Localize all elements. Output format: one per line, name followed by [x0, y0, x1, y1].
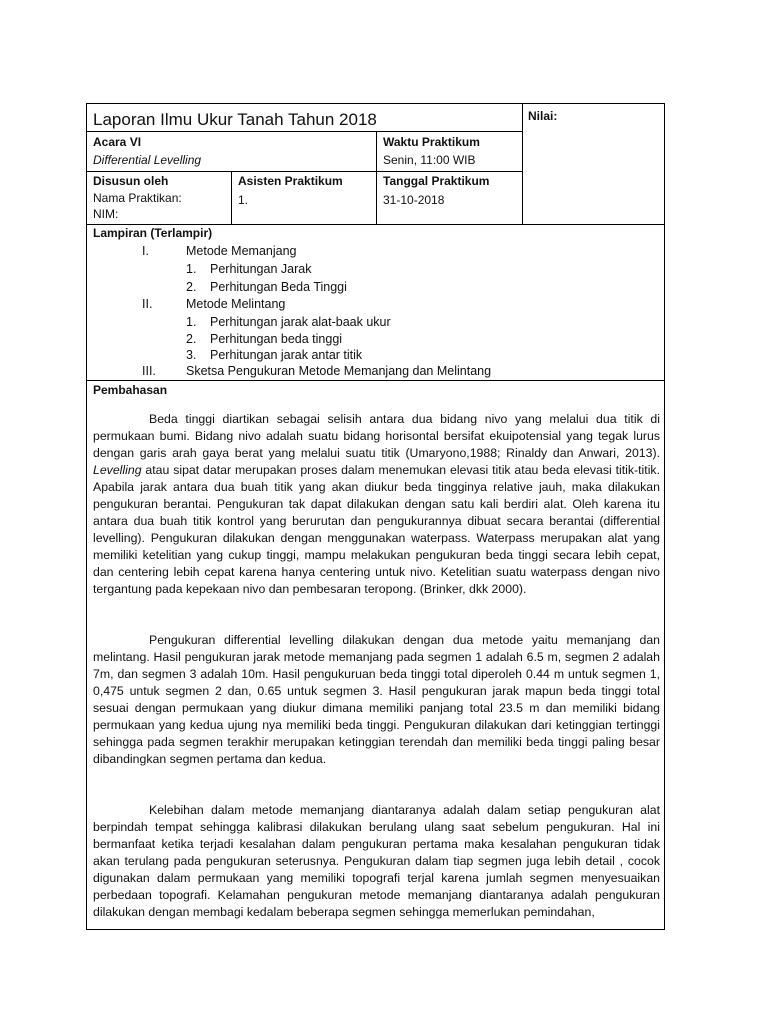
nilai-label: Nilai:: [528, 109, 558, 123]
list-item: Perhitungan Beda Tinggi: [210, 280, 347, 294]
list-item: Metode Memanjang: [186, 244, 297, 258]
divider-pembahasan: [87, 380, 664, 381]
divider-lampiran: [87, 224, 664, 225]
list-item: Perhitungan jarak alat-baak ukur: [210, 315, 391, 329]
tanggal-value: 31-10-2018: [383, 193, 445, 207]
waktu-label: Waktu Praktikum: [383, 135, 480, 149]
nama-praktikan: Nama Praktikan:: [93, 191, 182, 205]
list-item: Perhitungan Jarak: [210, 262, 312, 276]
disusun-label: Disusun oleh: [93, 174, 169, 188]
paragraph-2: Pengukuran differential levelling dilakukan dengan dua metode yaitu memanjang dan melintang. Hasil pengukuran jarak metode memanjang pada segmen 1 adalah 6.5 m, segmen 2 adalah 7m, dan segmen 3 adalah 10m. Hasil pengukuruan beda tinggi total diperoleh 0.44 m untuk segmen 1, 0,475 untuk segmen 2 dan, 0.65 untuk segmen 3. Hasil pengukuran jarak mapun beda tinggi total sesuai dengan permukaan yang diukur dimana memiliki panjang total 23.5 m dan memiliki bidang permukaan yang kedua ujung nya memiliki beda tinggi. Pengukuran dilakukan dari ketinggian tertinggi sehingga pada segmen terakhir merupakan ketinggian terendah dan memiliki beda tinggi paling besar dibandingkan segmen pertama dan kedua.: [93, 633, 660, 766]
asisten-label: Asisten Praktikum: [238, 174, 343, 188]
divider-nilai: [522, 104, 523, 224]
report-sheet: [86, 103, 665, 930]
list-item: 1.: [186, 262, 197, 276]
nim-label: NIM:: [93, 207, 119, 221]
lampiran-label: Lampiran (Terlampir): [93, 226, 213, 240]
list-item: Metode Melintang: [186, 297, 286, 311]
paragraph-3: Kelebihan dalam metode memanjang diantaranya adalah dalam setiap pengukuran alat berpindah tempat sehingga kalibrasi dilakukan berulang ulang saat sebelum pengukuran. Hal ini bermanfaat ketika terjadi kesalahan dalam pengukuran pertama maka kesalahan pengukuran tidak akan terulang pada pengukuran seterusnya. Pengukuran dalam tiap segmen juga lebih detail , cocok digunakan dalam permukaan yang memiliki topografi terjal karena jumlah segmen menyesuaikan perbedaan topografi. Kelamahan pengukuran metode memanjang diantaranya adalah pengukuran dilakukan dengan membagi kedalam beberapa segmen sehingga memerlukan pemindahan,: [93, 803, 660, 919]
report-title: Laporan Ilmu Ukur Tanah Tahun 2018: [93, 110, 377, 129]
divider-waktu: [376, 131, 377, 224]
acara-value: Differential Levelling: [93, 153, 202, 167]
list-item: 2.: [186, 280, 197, 294]
divider-title: [87, 131, 522, 132]
list-item: 3.: [186, 348, 197, 362]
divider-acara: [87, 171, 522, 172]
divider-asisten: [231, 171, 232, 224]
list-item: Sketsa Pengukuran Metode Memanjang dan Melintang: [186, 364, 492, 378]
acara-label: Acara VI: [93, 135, 142, 149]
waktu-value: Senin, 11:00 WIB: [383, 153, 476, 167]
list-item: 1.: [186, 315, 197, 329]
pembahasan-label: Pembahasan: [93, 383, 168, 397]
tanggal-label: Tanggal Praktikum: [383, 174, 490, 188]
levelling-term: Levelling: [93, 463, 142, 477]
list-item: 2.: [186, 332, 197, 346]
asisten-value: 1.: [238, 193, 249, 207]
list-item: Perhitungan beda tinggi: [210, 332, 343, 346]
list-item: III.: [142, 364, 156, 378]
paragraph-1: Beda tinggi diartikan sebagai selisih antara dua bidang nivo yang melalui dua titik di permukaan bumi. Bidang nivo adalah suatu bidang horisontal bersifat ekuipotensial yang tegak lurus dengan garis arah gaya berat yang melalui suatu titik (Umaryono,1988; Rinaldy dan Anwari, 2013). Levelling atau sipat datar merupakan proses dalam menemukan elevasi titik atau beda elevasi titik-titik. Apabila jarak antara dua buah titik yang akan diukur beda tingginya relative jauh, maka dilakukan pengukuran berantai. Pengukuran tak dapat dilakukan dengan satu kali berdiri alat. Oleh karena itu antara dua buah titik kontrol yang berurutan dan pengukurannya dibuat secara berantai (differential levelling). Pengukuran dilakukan dengan menggunakan waterpass. Waterpass merupakan alat yang memiliki ketelitian yang cukup tinggi, mampu melakukan pengukuran beda tinggi secara lebih cepat, dan centering lebih cepat karena hanya centering untuk nivo. Ketelitian suatu waterpass dengan nivo tergantung pada kepekaan nivo dan pembesaran teropong. (Brinker, dkk 2000).: [93, 412, 660, 596]
list-item: II.: [142, 297, 153, 311]
list-item: I.: [142, 244, 149, 258]
list-item: Perhitungan jarak antar titik: [210, 348, 363, 362]
